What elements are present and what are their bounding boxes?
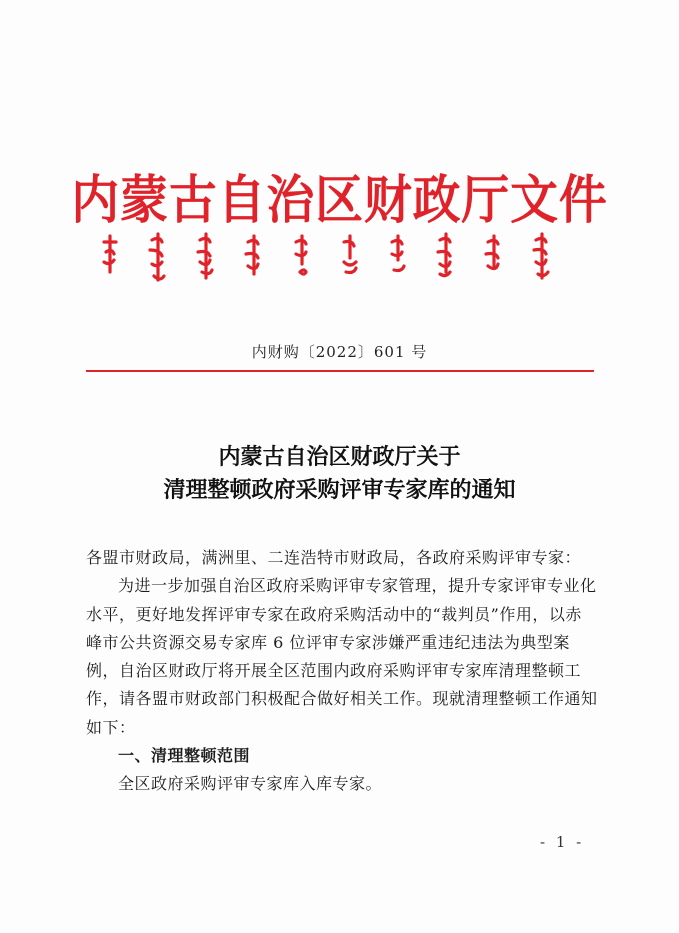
agency-header-title: 内蒙古自治区财政厅文件 [71,171,608,231]
mongolian-word-7 [392,236,404,271]
mongolian-word-10 [534,234,548,278]
notice-title [0,441,679,507]
paragraph-1: 为进一步加强自治区政府采购评审专家管理，提升专家评审专业化水平，更好地发挥评审专家在政府采购活动中的“裁判员”作用，以赤峰市公共资源交易专家库 6 位评审专家涉嫌严重违纪违法为典型案例，自治区财政厅将开展全区范围内政府采购评审专家库清理整顿工作，请各盟市财政部门积极配合做好相关工作。现就清理整顿工作通知如下： [86,576,598,737]
mongolian-word-9 [486,236,498,269]
document-body [86,544,598,799]
title-line-2: 清理整顿政府采购评审专家库的通知 [163,477,516,503]
salutation: 各盟市财政局，满洲里、二连浩特市财政局，各政府采购评审专家： [86,548,582,567]
page-number: - 1 - [540,833,585,851]
mongolian-word-4 [246,236,258,274]
mongolian-word-8 [438,234,450,276]
mongolian-script-header [0,228,679,288]
title-line-1: 内蒙古自治区财政厅关于 [218,444,461,470]
mongolian-word-5 [296,236,306,274]
mongolian-word-1 [104,236,116,272]
section-1-text: 全区政府采购评审专家库入库专家。 [118,774,383,794]
mongolian-word-6 [344,236,356,273]
red-divider-line [86,370,594,372]
section-1-heading: 一、清理整顿范围 [118,746,251,766]
mongolian-word-3 [198,234,212,278]
mongolian-word-2 [150,234,164,280]
document-number: 内财购〔2022〕601 号 [251,343,428,361]
